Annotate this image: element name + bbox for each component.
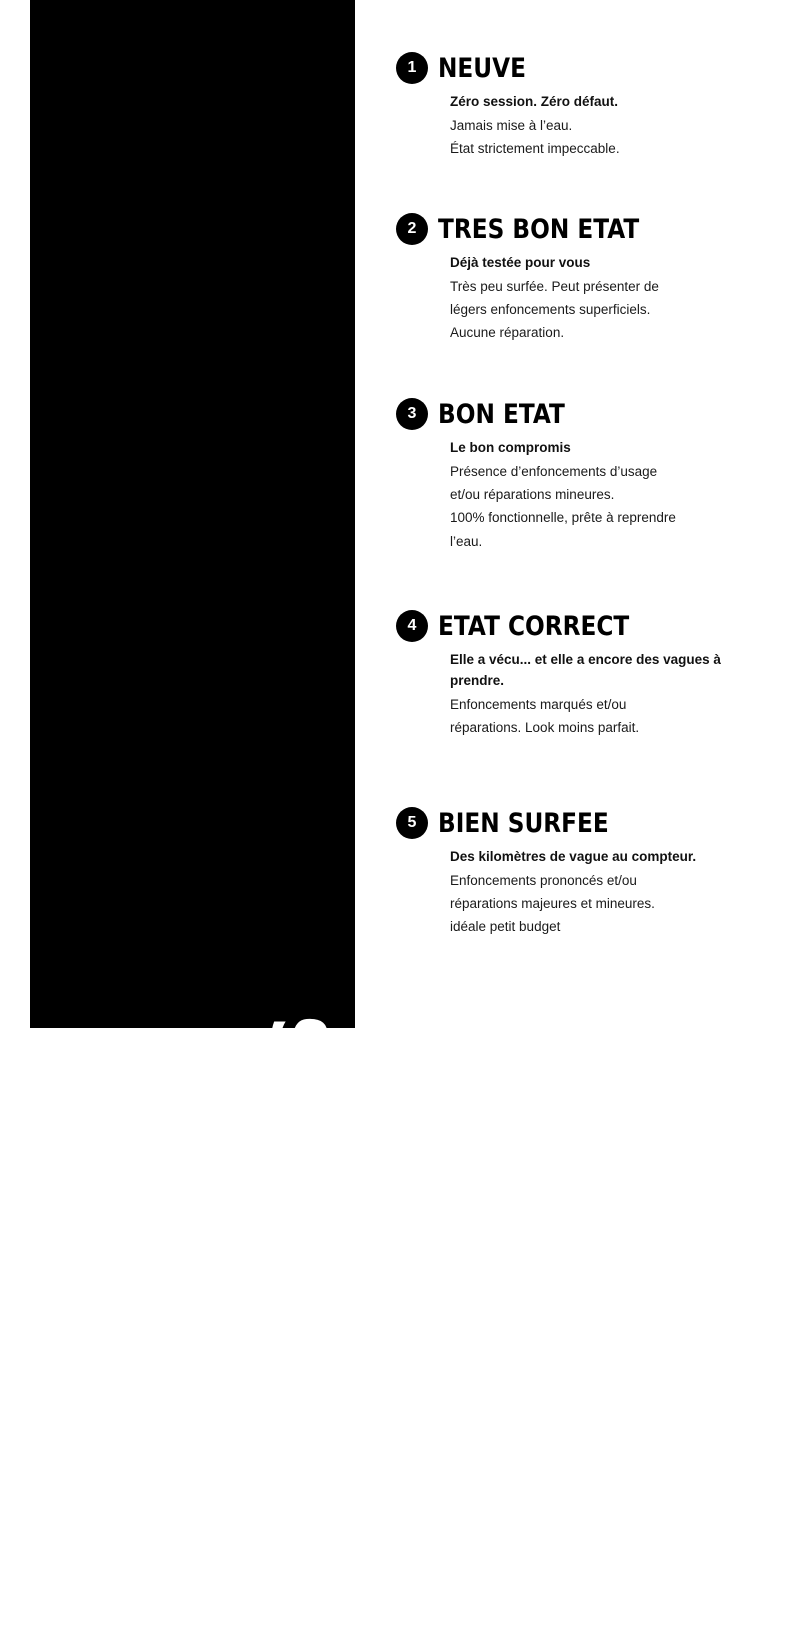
- list-item: [396, 396, 756, 553]
- description-line: Aucune réparation.: [450, 325, 565, 341]
- conditions-list: [396, 0, 756, 1028]
- status-badge: 5: [396, 807, 428, 839]
- description-line: légers enfoncements superficiels.: [450, 302, 651, 318]
- item-lead: Elle a vécu... et elle a encore des vagues à prendre.: [450, 652, 721, 688]
- item-header: [396, 50, 756, 86]
- item-title: BON ETAT: [438, 398, 565, 430]
- status-badge: 3: [396, 398, 428, 430]
- list-item: [396, 211, 756, 345]
- item-description: [450, 460, 750, 553]
- item-lead: Déjà testée pour vous: [450, 255, 591, 270]
- item-body: [450, 847, 750, 939]
- item-body: [450, 650, 750, 739]
- item-title: TRES BON ETAT: [438, 213, 640, 245]
- status-badge: 4: [396, 610, 428, 642]
- status-badge: 2: [396, 213, 428, 245]
- side-panel: [30, 0, 355, 1642]
- description-line: et/ou réparations mineures.: [450, 487, 615, 503]
- description-line: l’eau.: [450, 533, 483, 549]
- status-badge: 1: [396, 52, 428, 84]
- item-header: [396, 211, 756, 247]
- item-header: [396, 396, 756, 432]
- item-description: [450, 693, 750, 739]
- list-item: [396, 805, 756, 939]
- item-header: [396, 805, 756, 841]
- list-item: [396, 50, 756, 160]
- item-body: [450, 92, 750, 160]
- item-description: [450, 869, 750, 939]
- item-lead: Zéro session. Zéro défaut.: [450, 94, 619, 109]
- item-description: [450, 114, 750, 160]
- description-line: 100% fonctionnelle, prête à reprendre: [450, 510, 676, 526]
- description-line: Très peu surfée. Peut présenter de: [450, 278, 659, 294]
- description-line: idéale petit budget: [450, 919, 561, 935]
- description-line: réparations majeures et mineures.: [450, 896, 655, 912]
- description-line: Enfoncements marqués et/ou: [450, 696, 627, 712]
- description-line: Enfoncements prononcés et/ou: [450, 872, 637, 888]
- page-title: ETAT DES PLANCHES: [258, 1014, 345, 1642]
- item-body: [450, 253, 750, 345]
- description-line: Jamais mise à l’eau.: [450, 117, 573, 133]
- item-title: BIEN SURFEE: [438, 807, 609, 839]
- item-title: NEUVE: [438, 52, 526, 84]
- item-body: [450, 438, 750, 553]
- description-line: Présence d’enfoncements d’usage: [450, 463, 658, 479]
- item-lead: Des kilomètres de vague au compteur.: [450, 849, 697, 864]
- list-item: [396, 608, 756, 739]
- item-header: [396, 608, 756, 644]
- item-title: ETAT CORRECT: [438, 610, 630, 642]
- item-description: [450, 275, 750, 345]
- description-line: État strictement impeccable.: [450, 141, 620, 157]
- description-line: réparations. Look moins parfait.: [450, 720, 640, 736]
- item-lead: Le bon compromis: [450, 440, 571, 455]
